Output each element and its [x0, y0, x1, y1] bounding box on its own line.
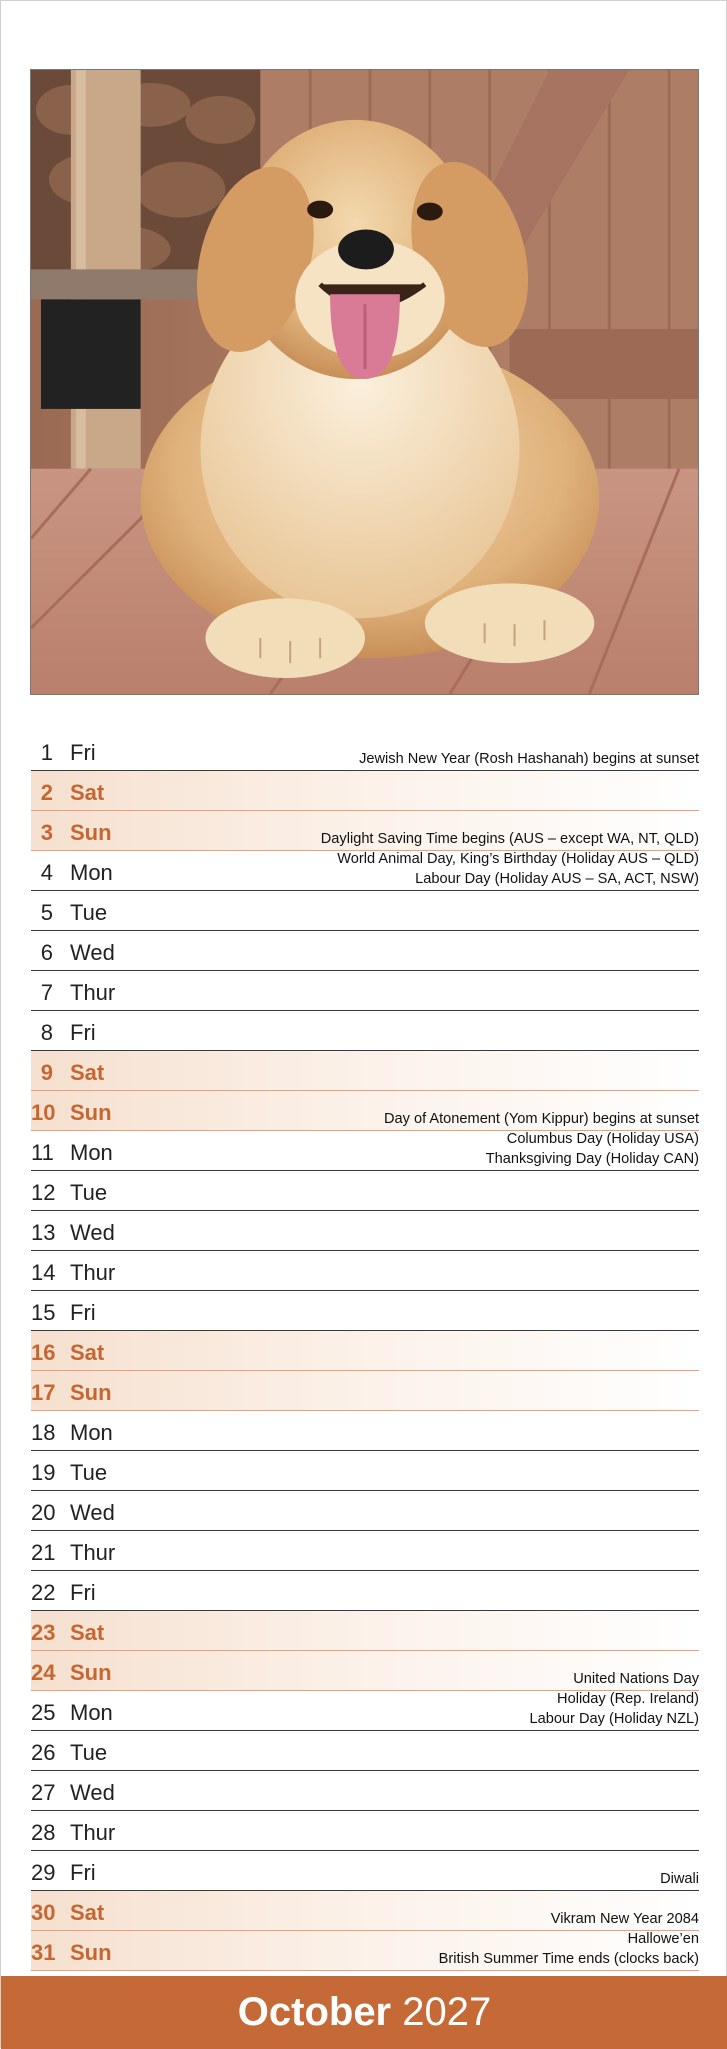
day-number: 9 [40, 1060, 53, 1085]
day-name: Sun [70, 1660, 112, 1685]
day-name: Tue [70, 1740, 108, 1765]
day-number: 2 [40, 780, 53, 805]
day-number: 27 [31, 1780, 56, 1805]
day-row [31, 1051, 699, 1091]
golden-retriever-image [31, 70, 698, 694]
day-row [31, 1811, 699, 1851]
day-name: Thur [70, 1820, 116, 1845]
day-number: 4 [40, 860, 53, 885]
event-text: Columbus Day (Holiday USA) [506, 1131, 699, 1147]
day-name: Sat [70, 780, 105, 805]
day-events [573, 1669, 699, 1689]
day-number: 8 [40, 1020, 53, 1045]
day-row [31, 1331, 699, 1371]
day-row [31, 1171, 699, 1211]
day-events [660, 1869, 699, 1889]
day-number: 26 [31, 1740, 56, 1765]
day-row [31, 1771, 699, 1811]
dog-photo [30, 69, 699, 695]
event-text: Holiday (Rep. Ireland) [557, 1691, 699, 1707]
day-list [31, 731, 699, 1971]
day-number: 22 [31, 1580, 56, 1605]
event-text: Labour Day (Holiday AUS – SA, ACT, NSW) [415, 871, 699, 887]
event-text: Daylight Saving Time begins (AUS – except WA, NT, QLD) [320, 831, 699, 847]
day-events [384, 1109, 699, 1129]
event-text: British Summer Time ends (clocks back) [438, 1951, 699, 1967]
day-name: Thur [70, 1540, 116, 1565]
day-events [439, 1929, 699, 1969]
day-events [486, 1129, 699, 1169]
day-name: Sun [70, 820, 112, 845]
day-name: Tue [70, 1460, 108, 1485]
day-number: 13 [31, 1220, 56, 1245]
day-row [31, 971, 699, 1011]
day-name: Wed [70, 940, 115, 965]
day-row [31, 811, 699, 851]
day-name: Wed [70, 1780, 115, 1805]
event-text: Thanksgiving Day (Holiday CAN) [485, 1151, 699, 1167]
day-number: 20 [31, 1500, 56, 1525]
day-row [31, 851, 699, 891]
day-row [31, 1891, 699, 1931]
day-row [31, 1091, 699, 1131]
year: 2027 [402, 1990, 492, 2034]
event-text: Labour Day (Holiday NZL) [529, 1711, 699, 1727]
month-name: October [237, 1990, 392, 2034]
day-row [31, 731, 699, 771]
month-year-title [238, 1986, 491, 2038]
day-row [31, 1211, 699, 1251]
day-name: Sun [70, 1100, 112, 1125]
month-footer [1, 1976, 727, 2049]
day-number: 7 [40, 980, 53, 1005]
day-row [31, 1011, 699, 1051]
event-text: Hallowe’en [627, 1931, 699, 1947]
day-number: 25 [31, 1700, 56, 1725]
day-number: 15 [31, 1300, 56, 1325]
day-number: 6 [40, 940, 53, 965]
day-events [337, 849, 699, 889]
day-row [31, 1651, 699, 1691]
day-name: Thur [70, 980, 116, 1005]
day-row [31, 1291, 699, 1331]
day-row [31, 891, 699, 931]
day-name: Sat [70, 1340, 105, 1365]
event-text: Vikram New Year 2084 [550, 1911, 699, 1927]
day-name: Wed [70, 1220, 115, 1245]
event-text: Jewish New Year (Rosh Hashanah) begins at sunset [359, 751, 699, 767]
day-name: Mon [70, 1700, 113, 1725]
day-number: 11 [31, 1140, 54, 1165]
day-row [31, 1411, 699, 1451]
day-name: Tue [70, 900, 108, 925]
day-row [31, 1451, 699, 1491]
day-row [31, 1851, 699, 1891]
day-number: 16 [31, 1340, 56, 1365]
day-number: 19 [31, 1460, 56, 1485]
day-number: 31 [31, 1940, 56, 1965]
day-row [31, 931, 699, 971]
day-number: 10 [31, 1100, 56, 1125]
day-name: Mon [70, 1140, 113, 1165]
day-number: 21 [31, 1540, 56, 1565]
event-text: United Nations Day [573, 1671, 699, 1687]
event-text: World Animal Day, King’s Birthday (Holiday AUS – QLD) [337, 851, 699, 867]
day-row [31, 1731, 699, 1771]
day-row [31, 1571, 699, 1611]
day-number: 24 [31, 1660, 56, 1685]
day-name: Tue [70, 1180, 108, 1205]
day-events [551, 1909, 699, 1929]
day-name: Sat [70, 1060, 105, 1085]
day-row [31, 1931, 699, 1971]
day-name: Wed [70, 1500, 115, 1525]
day-events [321, 829, 699, 849]
day-row [31, 1531, 699, 1571]
day-name: Mon [70, 1420, 113, 1445]
day-number: 14 [31, 1260, 56, 1285]
day-row [31, 771, 699, 811]
day-row [31, 1691, 699, 1731]
day-name: Fri [70, 1020, 96, 1045]
day-name: Thur [70, 1260, 116, 1285]
day-number: 3 [40, 820, 53, 845]
day-name: Sat [70, 1900, 105, 1925]
day-name: Sun [70, 1940, 112, 1965]
day-events [529, 1689, 699, 1729]
day-name: Mon [70, 860, 113, 885]
day-number: 28 [31, 1820, 56, 1845]
event-text: Day of Atonement (Yom Kippur) begins at sunset [383, 1111, 699, 1127]
day-name: Fri [70, 1300, 96, 1325]
day-row [31, 1131, 699, 1171]
day-name: Fri [70, 1580, 96, 1605]
day-name: Fri [70, 1860, 96, 1885]
day-row [31, 1251, 699, 1291]
day-number: 18 [31, 1420, 56, 1445]
day-name: Fri [70, 740, 96, 765]
event-text: Diwali [660, 1871, 699, 1887]
day-number: 17 [31, 1380, 56, 1405]
day-events [359, 749, 699, 769]
day-number: 1 [40, 740, 53, 765]
day-number: 23 [31, 1620, 56, 1645]
day-number: 5 [40, 900, 53, 925]
day-row [31, 1611, 699, 1651]
day-name: Sun [70, 1380, 112, 1405]
day-number: 30 [31, 1900, 56, 1925]
day-row [31, 1371, 699, 1411]
day-row [31, 1491, 699, 1531]
day-number: 29 [31, 1860, 56, 1885]
day-number: 12 [31, 1180, 56, 1205]
day-name: Sat [70, 1620, 105, 1645]
